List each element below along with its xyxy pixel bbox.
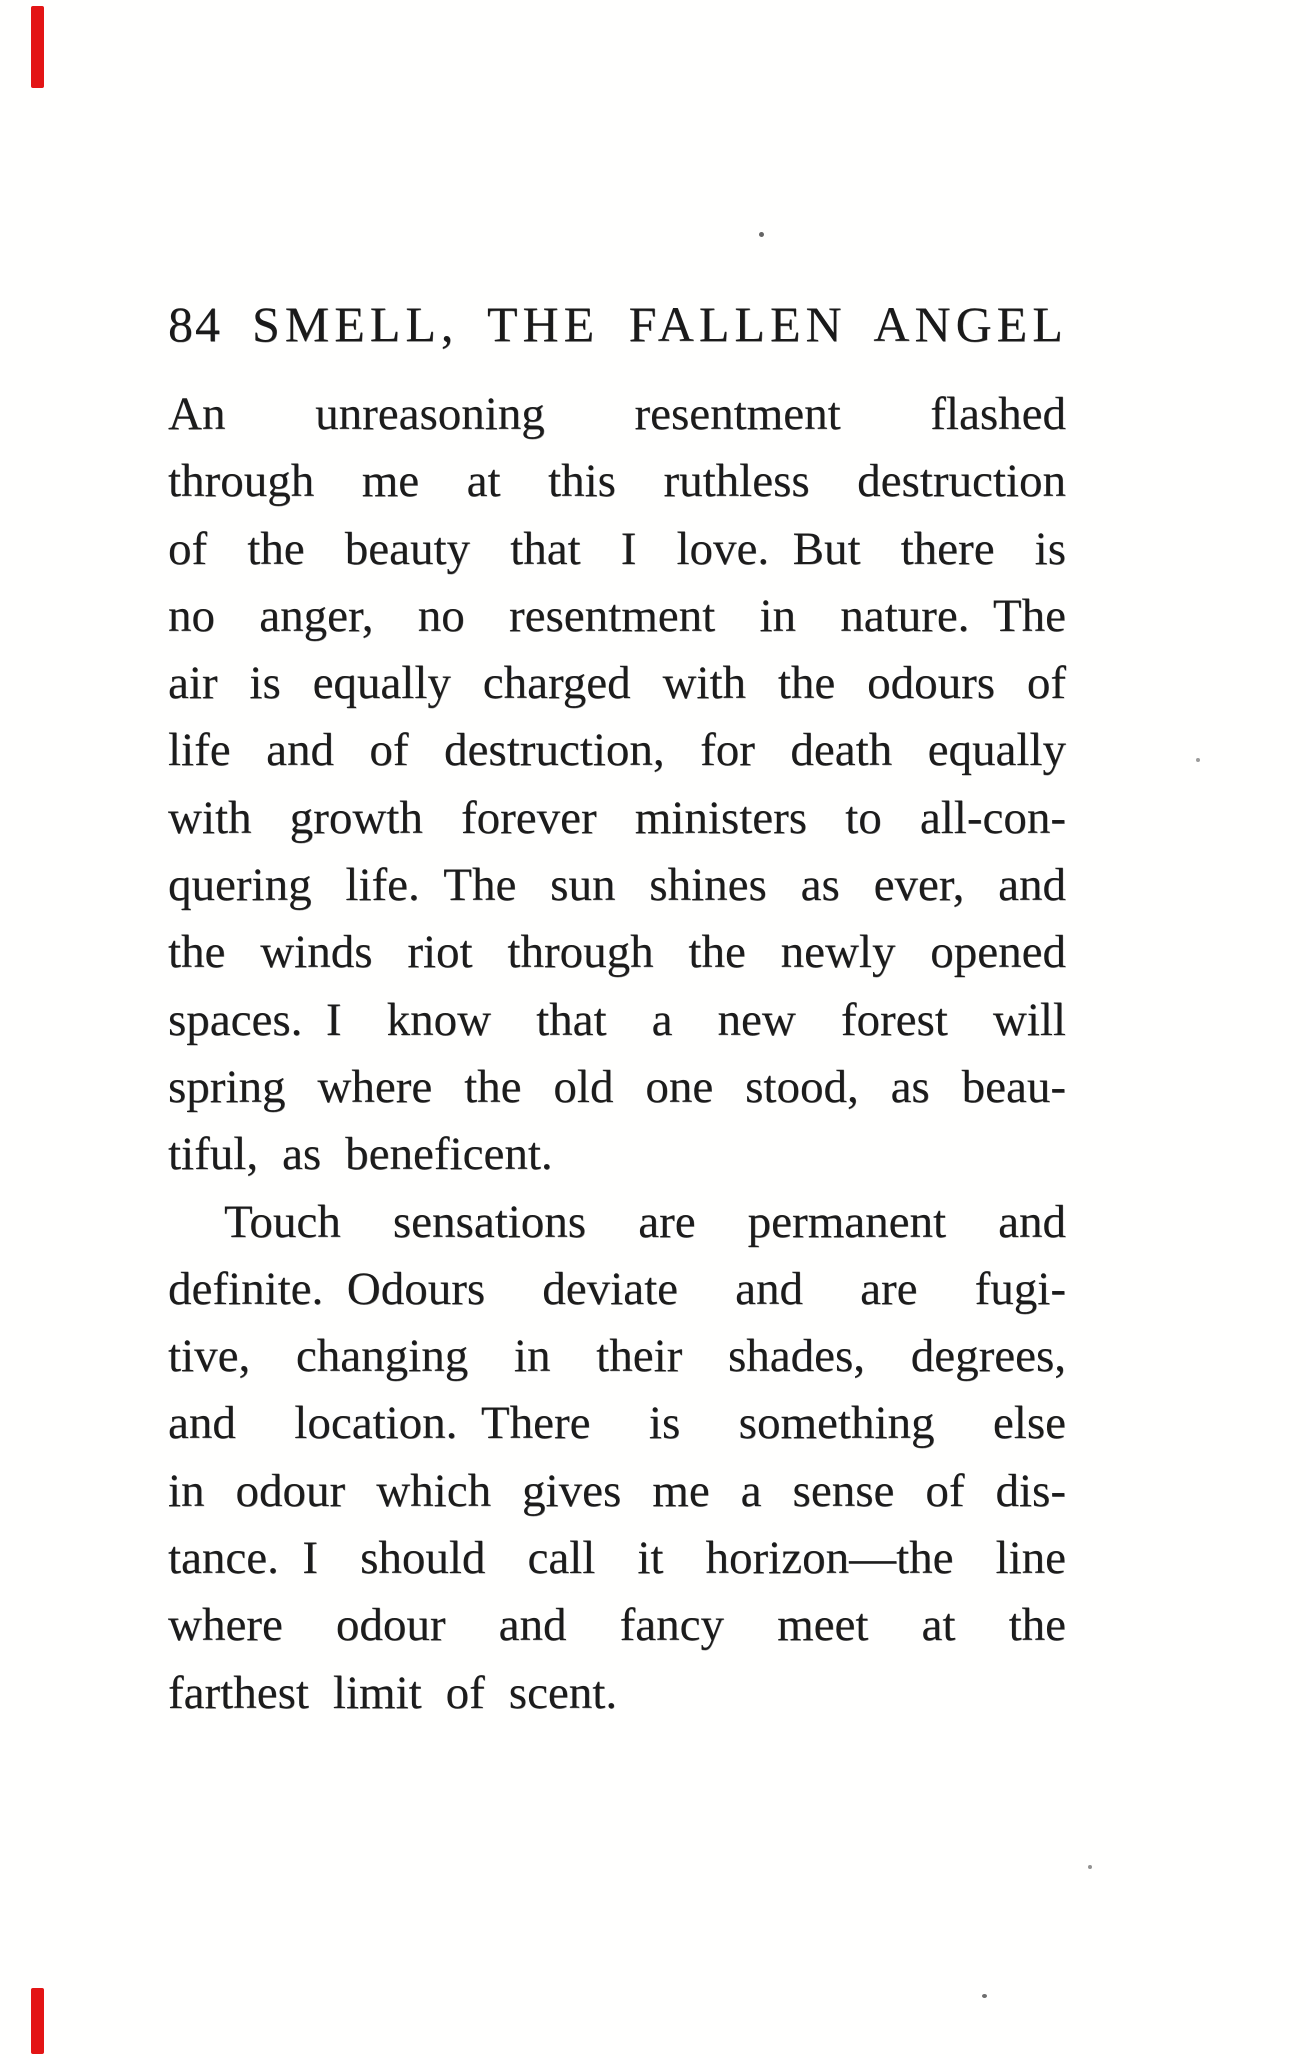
text-line: definite. Odours deviate and are fugi- [168, 1262, 1066, 1315]
text-line: tiful, as beneficent. [168, 1128, 553, 1181]
text-line: through me at this ruthless destruction [168, 455, 1066, 508]
chapter-title: SMELL, THE FALLEN ANGEL [252, 296, 1068, 352]
text-line: of the beauty that I love. But there is [168, 522, 1066, 575]
ink-speck [1196, 758, 1200, 762]
running-head [168, 296, 1068, 352]
text-line: An unreasoning resentment flashed [168, 388, 1066, 440]
body-text [168, 381, 1066, 1727]
text-line: farthest limit of scent. [168, 1666, 618, 1719]
text-line: in odour which gives me a sense of dis- [168, 1464, 1066, 1517]
text-line: and location. There is something else [168, 1397, 1066, 1450]
text-line: spring where the old one stood, as beau- [168, 1060, 1066, 1113]
text-line: tance. I should call it horizon—the line [168, 1532, 1066, 1585]
text-line: tive, changing in their shades, degrees, [168, 1330, 1066, 1383]
text-line: spaces. I know that a new forest will [168, 993, 1066, 1046]
scan-color-mark-top [31, 6, 44, 88]
text-line: Touch sensations are permanent and [224, 1195, 1066, 1248]
ink-speck [1088, 1865, 1092, 1869]
text-line: life and of destruction, for death equally [168, 724, 1066, 777]
ink-speck [759, 232, 764, 237]
text-line: no anger, no resentment in nature. The [168, 589, 1066, 642]
text-line: the winds riot through the newly opened [168, 926, 1066, 979]
scan-color-mark-bottom [31, 1988, 44, 2054]
text-line: where odour and fancy meet at the [168, 1599, 1066, 1652]
ink-speck [982, 1994, 987, 1998]
text-line: quering life. The sun shines as ever, and [168, 859, 1066, 912]
text-line: air is equally charged with the odours of [168, 657, 1066, 710]
page-number: 84 [168, 296, 222, 352]
text-line: with growth forever ministers to all-con- [168, 791, 1066, 844]
